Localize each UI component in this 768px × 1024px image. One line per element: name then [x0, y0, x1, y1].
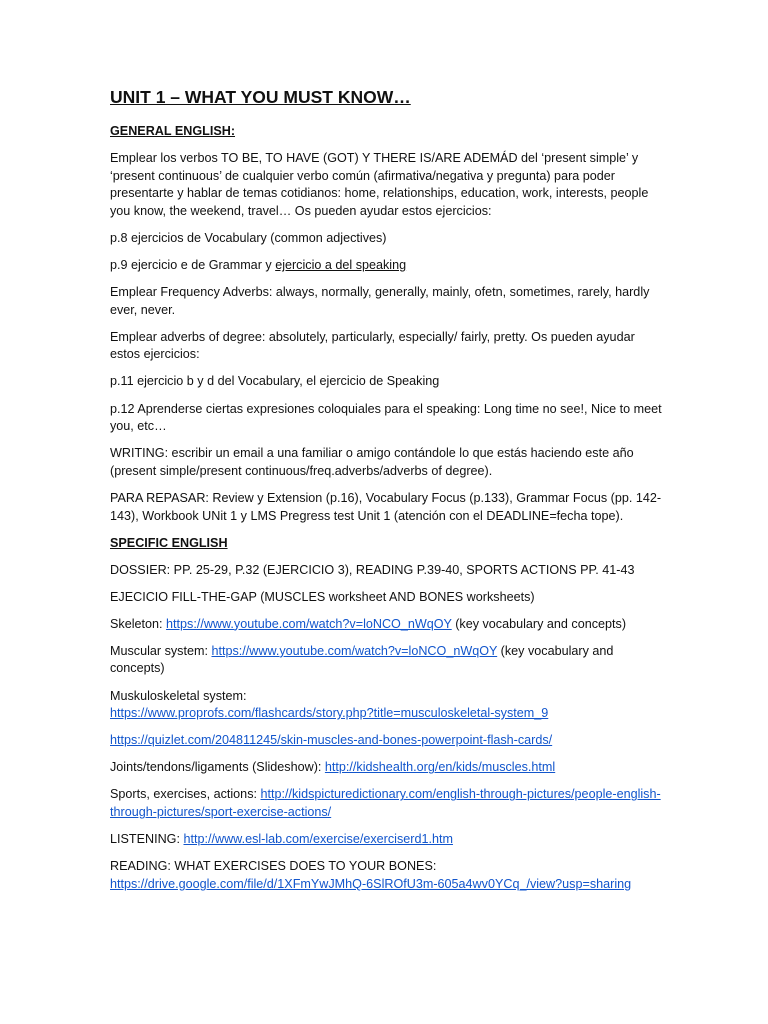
- musculoskeletal-label: Muskuloskeletal system:: [110, 688, 247, 703]
- quizlet-line: [110, 732, 658, 750]
- musculoskeletal-line: [110, 688, 658, 723]
- quizlet-link[interactable]: https://quizlet.com/204811245/skin-muscles-and-bones-powerpoint-flash-cards/: [110, 733, 553, 748]
- specific-english-heading: SPECIFIC ENGLISH: [110, 535, 228, 550]
- p9-text: p.9 ejercicio e de Grammar y: [110, 257, 276, 272]
- general-paragraph-p8: p.8 ejercicios de Vocabulary (common adjectives): [110, 230, 387, 245]
- listening-label: LISTENING:: [110, 832, 184, 847]
- general-paragraph-p11: p.11 ejercicio b y d del Vocabulary, el ejercicio de Speaking: [110, 374, 440, 389]
- general-paragraph-repasar: PARA REPASAR: Review y Extension (p.16), Vocabulary Focus (p.133), Grammar Focus (pp. 142-143), Workbook UNit 1 y LMS Pregress test Unit 1 (atención con el DEADLINE=fecha tope).: [110, 490, 662, 523]
- general-paragraph-verbs: Emplear los verbos TO BE, TO HAVE (GOT) Y THERE IS/ARE ADEMÁD del ‘present simple’ y ‘present continuous’ de cualquier verbo común (afirmativa/negativa y pregunta) para poder presentarte y hablar de temas cotidianos: home, relationships, education, work, interests, people you know, the weekend, travel… Os pueden ayudar estos ejercicios:: [110, 151, 649, 218]
- listening-line: [110, 831, 658, 849]
- listening-link[interactable]: http://www.esl-lab.com/exercise/exerciserd1.htm: [183, 832, 453, 847]
- skeleton-label: Skeleton:: [110, 616, 167, 631]
- reading-link[interactable]: https://drive.google.com/file/d/1XFmYwJMhQ-6SlROfU3m-605a4wv0YCq_/view?usp=sharing: [110, 876, 632, 891]
- reading-label: READING: WHAT EXERCISES DOES TO YOUR BONES:: [110, 859, 437, 874]
- musculoskeletal-link[interactable]: https://www.proprofs.com/flashcards/story.php?title=musculoskeletal-system_9: [110, 706, 549, 721]
- general-paragraph-p9: [110, 257, 658, 275]
- sports-line: [110, 786, 664, 821]
- skeleton-link[interactable]: https://www.youtube.com/watch?v=loNCO_nWqOY: [166, 616, 452, 631]
- general-paragraph-p12: p.12 Aprenderse ciertas expresiones coloquiales para el speaking: Long time no see!, Nice to meet you, etc…: [110, 401, 662, 434]
- skeleton-line: [110, 616, 658, 634]
- skeleton-after: (key vocabulary and concepts): [451, 616, 627, 631]
- p9-underlined-text: ejercicio a del speaking: [275, 257, 407, 272]
- muscular-line: [110, 643, 664, 678]
- muscular-after: (key vocabulary and concepts): [110, 643, 614, 676]
- reading-line: [110, 858, 658, 893]
- muscular-link[interactable]: https://www.youtube.com/watch?v=loNCO_nWqOY: [211, 643, 498, 658]
- specific-paragraph-fill-gap: EJECICIO FILL-THE-GAP (MUSCLES worksheet AND BONES worksheets): [110, 589, 535, 604]
- general-paragraph-degree-adverbs: Emplear adverbs of degree: absolutely, particularly, especially/ fairly, pretty. Os pueden ayudar estos ejercicios:: [110, 329, 635, 362]
- muscular-label: Muscular system:: [110, 643, 212, 658]
- specific-paragraph-dossier: DOSSIER: PP. 25-29, P.32 (EJERCICIO 3), READING P.39-40, SPORTS ACTIONS PP. 41-43: [110, 562, 635, 577]
- sports-link[interactable]: http://kidspicturedictionary.com/english-through-pictures/people-english-through-pictures/sport-exercise-actions/: [110, 787, 661, 820]
- sports-label: Sports, exercises, actions:: [110, 787, 261, 802]
- general-paragraph-frequency-adverbs: Emplear Frequency Adverbs: always, normally, generally, mainly, ofetn, sometimes, rarely, hardly ever, never.: [110, 285, 650, 317]
- page-title: UNIT 1 – WHAT YOU MUST KNOW…: [110, 87, 411, 107]
- joints-link[interactable]: http://kidshealth.org/en/kids/muscles.html: [324, 760, 556, 775]
- general-english-heading: GENERAL ENGLISH:: [110, 124, 236, 138]
- joints-line: [110, 759, 658, 777]
- general-paragraph-writing: WRITING: escribir un email a una familiar o amigo contándole lo que estás haciendo este año (present simple/present continuous/freq.adverbs/adverbs of degree).: [110, 446, 634, 478]
- joints-label: Joints/tendons/ligaments (Slideshow):: [110, 760, 325, 775]
